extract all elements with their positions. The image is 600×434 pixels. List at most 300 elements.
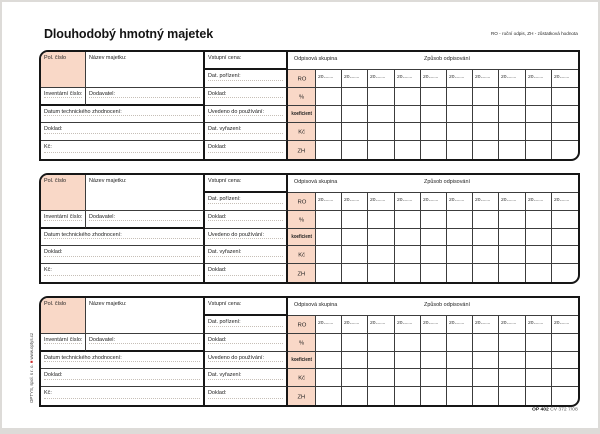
zh-label: ZH [297,269,306,277]
year-placeholder [475,196,490,202]
depreciation-value-cell [342,387,368,405]
year-prefix: 20 [449,73,455,80]
year-header-cell [368,70,394,88]
year-placeholder [370,73,385,79]
czk-row-label-cell [288,123,316,141]
depreciation-value-cell [395,352,421,370]
czk-label: Kč [298,374,305,381]
supplier-label: Dodavatel: [89,212,116,219]
item-number-label: Pol. číslo [44,300,67,307]
row-label-wrap [288,369,315,386]
acquisition-date-cell [205,316,288,334]
depreciation-value-cell [499,123,525,141]
row-label-wrap [288,211,315,228]
year-header-cell [316,70,342,88]
technical-improvement-date-label: Datum technického zhodnocení: [44,230,122,237]
depreciation-value-cell [499,106,525,124]
document-cell-bottom [205,387,288,405]
depreciation-value-cell [526,264,552,282]
year-placeholder [449,196,464,202]
form-code [532,406,578,412]
depreciation-group-label: Odpisová skupina [294,301,338,308]
year-placeholder [475,319,490,325]
put-into-use-cell [205,352,288,370]
asset-name-label: Název majetku: [89,177,127,184]
year-placeholder [397,319,412,325]
depreciation-value-cell [447,369,473,387]
depreciation-value-cell [395,141,421,159]
entry-price-cell [205,52,288,70]
depreciation-value-cell [342,141,368,159]
depreciation-value-cell [526,334,552,352]
dotted-fill-line [403,196,412,201]
year-header-cell [316,193,342,211]
year-header-cell [421,316,447,334]
depreciation-value-cell [552,334,578,352]
document-cell-bottom [205,141,288,159]
asset-name-cell [86,175,205,211]
year-prefix: 20 [527,196,534,203]
depreciation-value-cell [316,229,342,247]
depreciation-value-cell [473,369,499,387]
year-header-cell [526,193,552,211]
percent-row-label-cell [288,334,316,352]
depreciation-value-cell [342,334,368,352]
dotted-fill-line [403,73,412,78]
row-label-wrap [288,70,315,87]
depreciation-value-cell [473,264,499,282]
annual-depreciation-row-label-cell [288,193,316,211]
depreciation-value-cell [447,334,473,352]
depreciation-value-cell [526,123,552,141]
depreciation-value-cell [552,246,578,264]
dotted-fill-line [455,73,464,78]
year-prefix: 20 [344,73,350,80]
year-prefix: 20 [501,196,507,203]
dotted-fill-line [429,319,438,324]
year-placeholder [370,196,385,202]
depreciation-value-cell [421,334,447,352]
year-header-cell [526,70,552,88]
asset-record-block [39,296,580,407]
depreciation-value-cell [552,387,578,405]
year-header-cell [342,193,368,211]
year-placeholder [423,319,438,325]
dotted-fill-line [377,73,386,78]
coefficient-row-label-cell [288,106,316,124]
form-code-note: ČV 372 7/08 [550,406,578,412]
dotted-fill-line [534,319,543,324]
document-cell-left [41,123,205,141]
year-prefix: 20 [475,196,481,203]
year-header-cell [473,316,499,334]
depreciation-group-label: Odpisová skupina [294,178,338,185]
year-placeholder [501,73,516,79]
dotted-fill-line [403,319,412,324]
dotted-fill-line [350,73,359,78]
amount-czk-cell [41,264,205,282]
inventory-number-cell [41,88,86,106]
year-placeholder [423,73,438,79]
row-label-wrap [288,264,315,282]
amount-czk-cell [41,141,205,159]
entry-price-cell [205,175,288,193]
inventory-number-label: Inventární číslo: [44,212,83,219]
year-header-cell [342,70,368,88]
entry-price-label: Vstupní cena: [208,177,242,184]
year-prefix: 20 [422,319,429,326]
year-placeholder [344,319,359,325]
depreciation-value-cell [552,352,578,370]
year-header-cell [447,193,473,211]
dotted-fill-line [377,319,386,324]
depreciation-value-cell [552,264,578,282]
disposal-date-label: Dat. vyřazení: [208,371,242,378]
document-label-middle: Doklad: [208,212,227,219]
depreciation-value-cell [499,211,525,229]
depreciation-value-cell [342,369,368,387]
year-prefix: 20 [553,73,560,80]
depreciation-value-cell [473,88,499,106]
depreciation-value-cell [368,334,394,352]
percent-label: % [298,92,305,100]
depreciation-value-cell [395,229,421,247]
disposal-date-cell [205,246,288,264]
year-header-cell [421,70,447,88]
dotted-fill-line [508,73,517,78]
depreciation-value-cell [552,369,578,387]
document-cell-left [41,369,205,387]
year-header-cell [499,70,525,88]
year-header-cell [395,70,421,88]
percent-label: % [298,338,305,346]
supplier-label: Dodavatel: [89,89,116,96]
year-prefix: 20 [318,196,324,203]
depreciation-value-cell [368,229,394,247]
percent-label: % [298,215,305,223]
form-page [2,2,598,428]
depreciation-value-cell [526,88,552,106]
depreciation-value-cell [473,211,499,229]
dotted-fill-line [481,319,490,324]
document-cell-middle [205,334,288,352]
depreciation-header-cell [288,298,578,316]
item-number-cell [41,298,86,334]
year-prefix: 20 [370,319,376,326]
depreciation-value-cell [395,246,421,264]
depreciation-value-cell [447,246,473,264]
depreciation-value-cell [421,106,447,124]
depreciation-value-cell [316,369,342,387]
legend-note: RO - roční odpis, ZH - zůstatková hodnota [491,31,578,37]
year-prefix: 20 [396,319,403,326]
depreciation-value-cell [421,369,447,387]
supplier-cell [86,88,205,106]
year-header-cell [499,316,525,334]
depreciation-value-cell [473,229,499,247]
page-title: Dlouhodobý hmotný majetek [44,27,214,41]
acquisition-date-label: Dat. pořízení: [208,71,241,78]
put-into-use-cell [205,106,288,124]
inventory-number-cell [41,211,86,229]
depreciation-value-cell [473,334,499,352]
residual-value-row-label-cell [288,141,316,159]
coefficient-row-label-cell [288,352,316,370]
year-placeholder [449,319,464,325]
row-label-wrap [288,141,315,159]
depreciation-value-cell [342,211,368,229]
year-prefix: 20 [501,73,507,80]
year-prefix: 20 [370,73,376,80]
year-header-cell [368,193,394,211]
depreciation-value-cell [316,264,342,282]
technical-improvement-date-label: Datum technického zhodnocení: [44,107,122,114]
inventory-number-label: Inventární číslo: [44,335,83,342]
depreciation-value-cell [368,106,394,124]
depreciation-value-cell [447,352,473,370]
asset-name-label: Název majetku: [89,300,127,307]
depreciation-value-cell [395,123,421,141]
depreciation-value-cell [316,246,342,264]
depreciation-value-cell [421,246,447,264]
asset-name-cell [86,298,205,334]
document-label-left: Doklad: [44,371,63,378]
put-into-use-cell [205,229,288,247]
year-header-cell [395,316,421,334]
document-label-bottom: Doklad: [208,143,227,150]
document-cell-middle [205,88,288,106]
year-prefix: 20 [396,73,403,80]
depreciation-value-cell [395,88,421,106]
year-header-cell [552,193,578,211]
dotted-fill-line [429,196,438,201]
ro-label: RO [297,320,306,328]
czk-row-label-cell [288,246,316,264]
document-cell-middle [205,211,288,229]
depreciation-value-cell [447,88,473,106]
document-cell-bottom [205,264,288,282]
year-placeholder [528,196,543,202]
technical-improvement-date-label: Datum technického zhodnocení: [44,353,122,360]
year-header-cell [447,70,473,88]
year-placeholder [501,196,516,202]
depreciation-header-cell [288,175,578,193]
percent-row-label-cell [288,211,316,229]
year-header-cell [395,193,421,211]
document-cell-left [41,246,205,264]
depreciation-value-cell [499,246,525,264]
depreciation-value-cell [499,387,525,405]
year-header-cell [473,70,499,88]
depreciation-value-cell [526,369,552,387]
year-prefix: 20 [527,73,534,80]
year-placeholder [344,196,359,202]
year-placeholder [554,319,569,325]
dotted-fill-line [534,196,543,201]
document-label-middle: Doklad: [208,89,227,96]
year-prefix: 20 [422,196,429,203]
depreciation-value-cell [473,123,499,141]
depreciation-value-cell [447,211,473,229]
year-prefix: 20 [344,319,350,326]
depreciation-value-cell [316,352,342,370]
inventory-number-label: Inventární číslo: [44,89,83,96]
depreciation-value-cell [447,264,473,282]
year-placeholder [397,73,412,79]
depreciation-header-cell [288,52,578,70]
depreciation-value-cell [447,123,473,141]
amount-czk-cell [41,387,205,405]
row-label-wrap [288,316,315,333]
acquisition-date-cell [205,70,288,88]
year-placeholder [475,73,490,79]
supplier-cell [86,211,205,229]
document-label-middle: Doklad: [208,335,227,342]
czk-label: Kč [298,251,305,258]
amount-czk-label: Kč: [44,389,52,396]
technical-improvement-date-cell [41,229,205,247]
depreciation-value-cell [395,211,421,229]
row-label-wrap [288,334,315,351]
publisher-web: www.optys.cz [29,332,34,360]
publisher-name: OPTYS, spol. s r. o. [29,364,34,403]
acquisition-date-label: Dat. pořízení: [208,317,241,324]
year-header-cell [499,193,525,211]
czk-label: Kč [298,128,305,135]
depreciation-value-cell [473,246,499,264]
depreciation-value-cell [499,369,525,387]
asset-name-label: Název majetku: [89,54,127,61]
disposal-date-cell [205,123,288,141]
put-into-use-label: Uvedeno do používání: [208,353,264,360]
amount-czk-label: Kč: [44,266,52,273]
inventory-number-cell [41,334,86,352]
depreciation-value-cell [447,141,473,159]
year-prefix: 20 [475,319,481,326]
dotted-fill-line [481,196,490,201]
depreciation-value-cell [368,369,394,387]
year-prefix: 20 [553,319,560,326]
depreciation-value-cell [473,106,499,124]
depreciation-value-cell [526,106,552,124]
year-prefix: 20 [318,73,324,80]
depreciation-value-cell [499,334,525,352]
dotted-fill-line [481,73,490,78]
depreciation-value-cell [499,264,525,282]
depreciation-value-cell [526,246,552,264]
residual-value-row-label-cell [288,387,316,405]
depreciation-group-label: Odpisová skupina [294,55,338,62]
depreciation-value-cell [552,106,578,124]
depreciation-value-cell [342,88,368,106]
item-number-label: Pol. číslo [44,54,67,61]
depreciation-value-cell [552,141,578,159]
depreciation-value-cell [421,387,447,405]
year-header-cell [473,193,499,211]
depreciation-value-cell [316,88,342,106]
row-label-wrap [288,193,315,210]
residual-value-row-label-cell [288,264,316,282]
depreciation-value-cell [526,229,552,247]
entry-price-label: Vstupní cena: [208,54,242,61]
depreciation-value-cell [368,352,394,370]
year-placeholder [528,319,543,325]
depreciation-value-cell [447,106,473,124]
year-prefix: 20 [422,73,429,80]
item-number-cell [41,175,86,211]
year-placeholder [344,73,359,79]
depreciation-value-cell [342,264,368,282]
depreciation-value-cell [368,141,394,159]
dotted-fill-line [429,73,438,78]
depreciation-value-cell [447,387,473,405]
year-header-cell [368,316,394,334]
put-into-use-label: Uvedeno do používání: [208,230,264,237]
year-placeholder [501,319,516,325]
year-prefix: 20 [553,196,560,203]
dotted-fill-line [324,73,333,78]
depreciation-value-cell [395,387,421,405]
amount-czk-label: Kč: [44,143,52,150]
row-label-wrap [288,387,315,405]
year-prefix: 20 [318,319,324,326]
year-placeholder [528,73,543,79]
disposal-date-label: Dat. vyřazení: [208,248,242,255]
dotted-fill-line [455,319,464,324]
row-label-wrap [288,246,315,263]
year-placeholder [449,73,464,79]
technical-improvement-date-cell [41,352,205,370]
depreciation-value-cell [395,369,421,387]
year-prefix: 20 [501,319,507,326]
zh-label: ZH [297,146,306,154]
ro-label: RO [297,197,306,205]
depreciation-method-label: Způsob odpisování [424,178,470,185]
disposal-date-label: Dat. vyřazení: [208,125,242,132]
dotted-fill-line [534,73,543,78]
dotted-fill-line [324,319,333,324]
dotted-fill-line [560,196,569,201]
year-placeholder [370,319,385,325]
year-prefix: 20 [449,319,455,326]
document-label-bottom: Doklad: [208,389,227,396]
depreciation-value-cell [395,334,421,352]
row-label-wrap [288,352,315,369]
document-label-left: Doklad: [44,248,63,255]
dotted-fill-line [508,196,517,201]
coefficient-row-label-cell [288,229,316,247]
depreciation-value-cell [316,141,342,159]
depreciation-value-cell [526,141,552,159]
document-label-bottom: Doklad: [208,266,227,273]
year-prefix: 20 [527,319,534,326]
coefficient-label: koeficient [291,356,312,363]
document-label-left: Doklad: [44,125,63,132]
depreciation-value-cell [421,211,447,229]
year-prefix: 20 [344,196,350,203]
depreciation-value-cell [499,141,525,159]
year-header-cell [342,316,368,334]
depreciation-value-cell [342,246,368,264]
asset-record-block [39,173,580,284]
depreciation-value-cell [368,211,394,229]
year-placeholder [423,196,438,202]
year-placeholder [318,73,333,79]
depreciation-value-cell [473,141,499,159]
depreciation-value-cell [368,264,394,282]
supplier-cell [86,334,205,352]
depreciation-value-cell [316,123,342,141]
